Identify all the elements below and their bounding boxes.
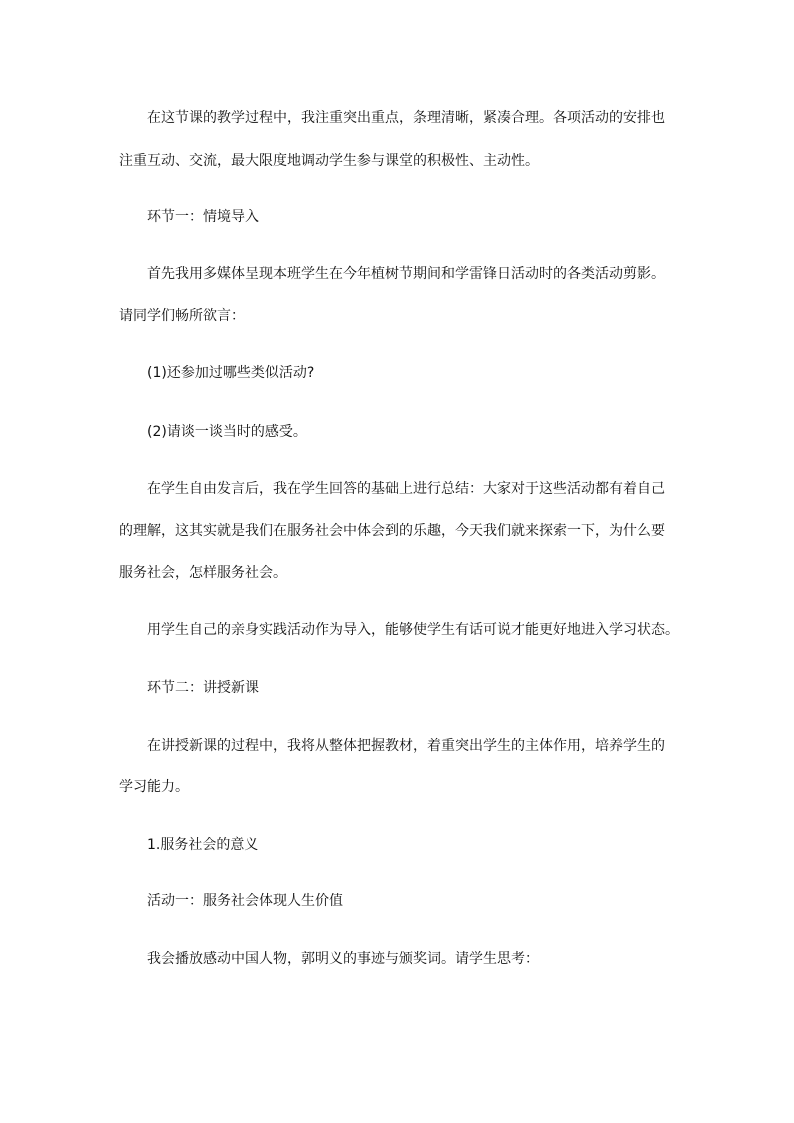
section-heading: 环节二：讲授新课 [147,680,259,696]
list-item: (2)请谈一谈当时的感受。 [147,424,307,440]
paragraph-line: 在这节课的教学过程中，我注重突出重点，条理清晰，紧凑合理。各项活动的安排也 [147,110,665,126]
paragraph-line: 在讲授新课的过程中，我将从整体把握教材，着重突出学生的主体作用，培养学生的 [147,738,665,754]
paragraph-line: 首先我用多媒体呈现本班学生在今年植树节期间和学雷锋日活动时的各类活动剪影。 [147,266,665,282]
paragraph-line: 请同学们畅所欲言： [119,308,245,324]
paragraph-line: 的理解，这其实就是我们在服务社会中体会到的乐趣，今天我们就来探索一下，为什么要 [119,523,665,539]
subsection-heading: 1.服务社会的意义 [147,837,259,853]
paragraph-line: 服务社会，怎样服务社会。 [119,565,287,581]
paragraph-line: 在学生自由发言后，我在学生回答的基础上进行总结：大家对于这些活动都有着自己 [147,481,665,497]
paragraph-line: 注重互动、交流，最大限度地调动学生参与课堂的积极性、主动性。 [119,153,539,169]
paragraph-line: 用学生自己的亲身实践活动作为导入，能够使学生有话可说才能更好地进入学习状态。 [147,622,679,638]
paragraph-line: 学习能力。 [119,779,189,795]
section-heading: 环节一：情境导入 [147,209,259,225]
activity-heading: 活动一：服务社会体现人生价值 [147,893,343,909]
paragraph-line: 我会播放感动中国人物，郭明义的事迹与颁奖词。请学生思考： [147,951,539,967]
list-item: (1)还参加过哪些类似活动? [147,365,315,381]
